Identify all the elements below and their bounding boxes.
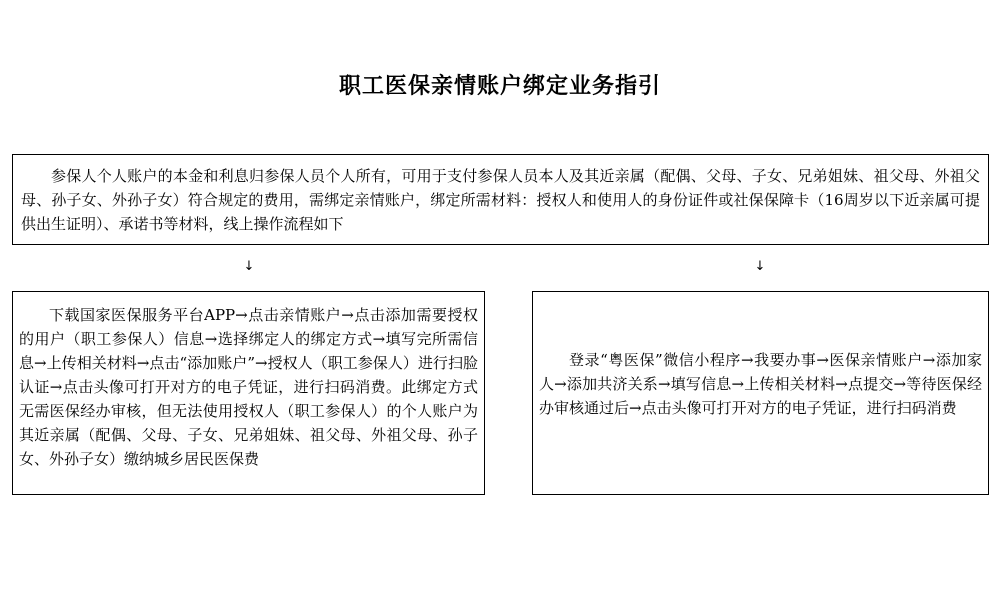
page-title: 职工医保亲情账户绑定业务指引 bbox=[338, 73, 661, 99]
app-flow-box bbox=[12, 291, 485, 495]
intro-text: 参保人个人账户的本金和利息归参保人员个人所有，可用于支付参保人员本人及其近亲属（配偶、父母、子女、兄弟姐妹、祖父母、外祖父母、孙子女、外孙子女）符合规定的费用，需绑定亲情账户，绑定所需材料：授权人和使用人的身份证件或社保保障卡（16周岁以下近亲属可提供出生证明）、承诺书等材料，线上操作流程如下 bbox=[21, 167, 980, 233]
wechat-flow-text: 登录“粤医保”微信小程序→我要办事→医保亲情账户→添加家人→添加共济关系→填写信息→上传相关材料→点提交→等待医保经办审核通过后→点击头像可打开对方的电子凭证，进行扫码消费 bbox=[539, 351, 982, 417]
app-flow-text: 下载国家医保服务平台APP→点击亲情账户→点击添加需要授权的用户（职工参保人）信息→选择绑定人的绑定方式→填写完所需信息→上传相关材料→点击“添加账户”→授权人（职工参保人）进行扫脸认证→点击头像可打开对方的电子凭证，进行扫码消费。此绑定方式无需医保经办审核，但无法使用授权人（职工参保人）的个人账户为其近亲属（配偶、父母、子女、兄弟姐妹、祖父母、外祖父母、孙子女、外孙子女）缴纳城乡居民医保费 bbox=[19, 306, 478, 468]
arrow-down-icon: ↓ bbox=[754, 259, 766, 274]
intro-box bbox=[12, 154, 989, 245]
arrow-down-icon: ↓ bbox=[243, 259, 255, 274]
wechat-flow-box bbox=[532, 291, 989, 495]
